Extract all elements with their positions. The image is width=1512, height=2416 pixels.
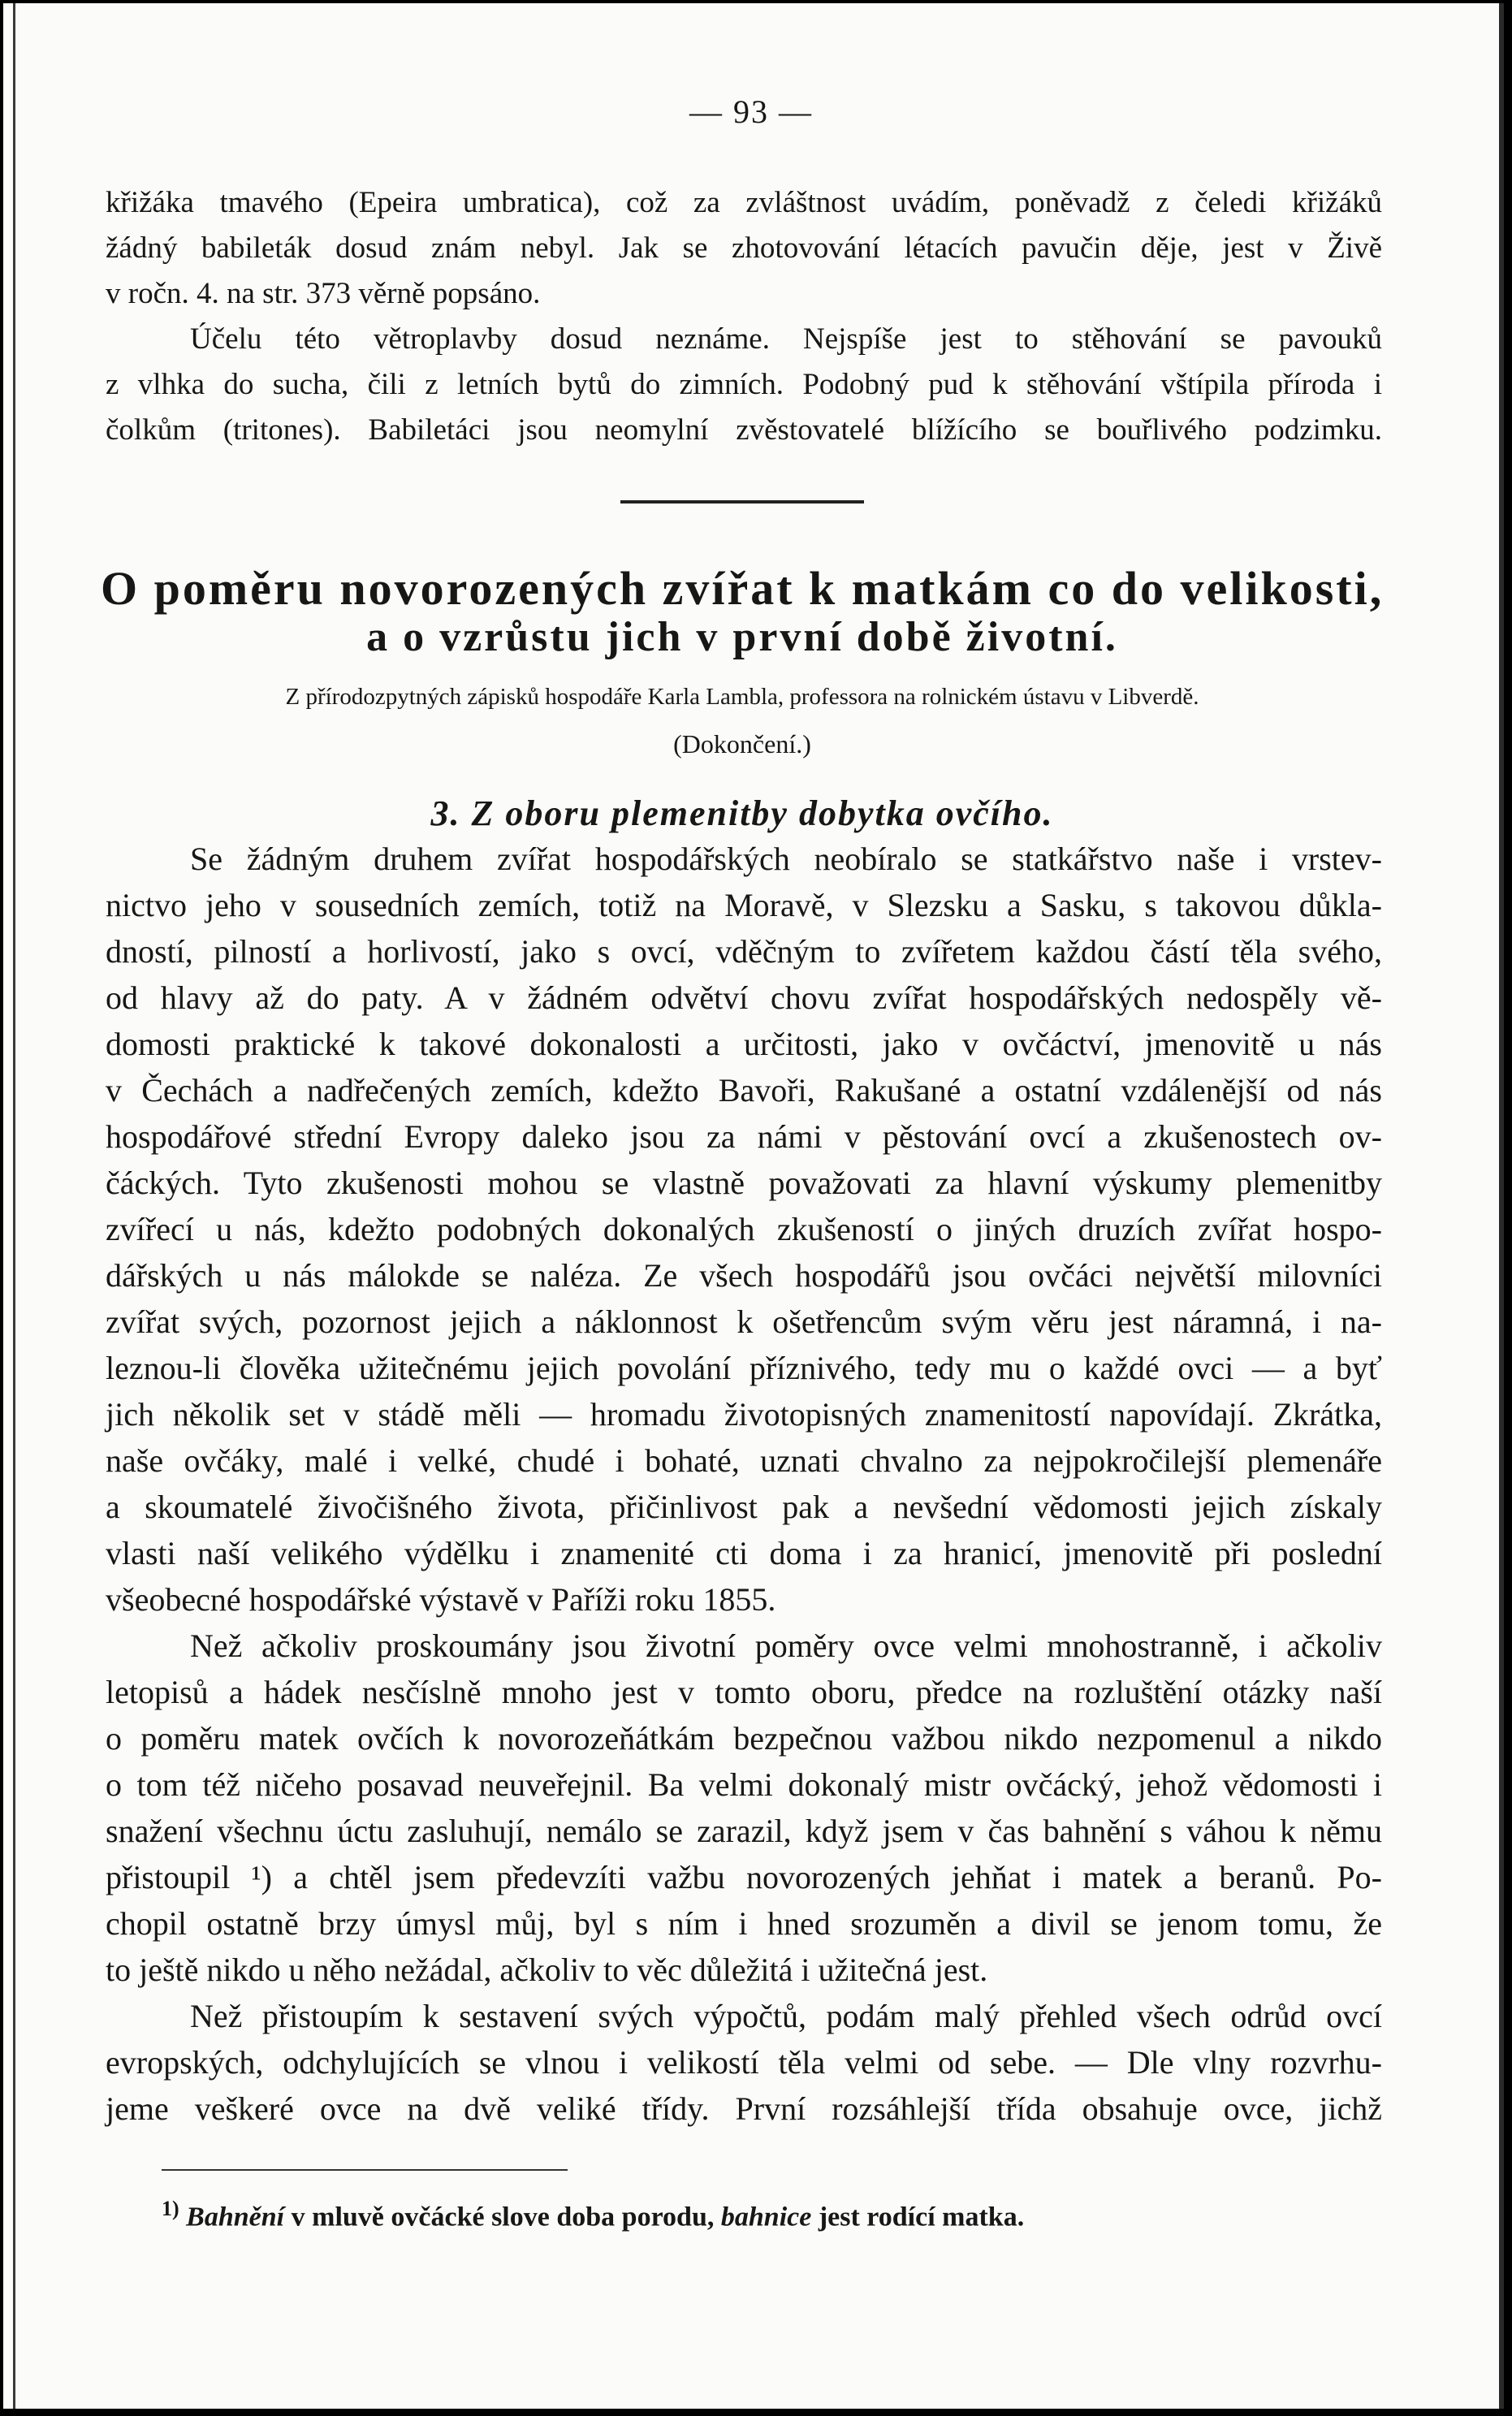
footnote-mark: 1) xyxy=(162,2197,179,2220)
text-line: přistoupil ¹) a chtěl jsem předevzíti važbu novorozených jehňat i matek a beranů. Po- xyxy=(106,1859,1382,1895)
text-line: dářských u nás málokde se naléza. Ze všech hospodářů jsou ovčáci největší milovníci xyxy=(106,1257,1382,1294)
text-line: dností, pilností a horlivostí, jako s ovcí, vděčným to zvířetem každou částí těla svého, xyxy=(106,933,1382,970)
section-heading: 3. Z oboru plemenitby dobytka ovčího. xyxy=(430,793,1054,833)
text-line: domosti praktické k takové dokonalosti a určitosti, jako v ovčáctví, jmenovitě u nás xyxy=(106,1026,1382,1062)
text-line: všeobecné hospodářské výstavě v Paříži roku 1855. xyxy=(106,1581,776,1618)
article-subtitle: Z přírodozpytných zápisků hospodáře Karla Lambla, professora na rolnickém ústavu v Libverdě. xyxy=(285,684,1199,710)
text-line: to ještě nikdo u něho nežádal, ačkoliv to věc důležitá i užitečná jest. xyxy=(106,1951,988,1988)
text-line: o poměru matek ovčích k novorozeňátkám bezpečnou važbou nikdo nezpomenul a nikdo xyxy=(106,1720,1382,1757)
binding-edge xyxy=(13,3,15,2409)
text-line: a skoumatelé živočišného života, přičinlivost pak a nevšední vědomosti jejich získaly xyxy=(106,1489,1382,1525)
footnote-divider xyxy=(162,2169,568,2171)
footnote-text: v mluvě ovčácké slove doba porodu, xyxy=(284,2202,721,2232)
continuation-note: (Dokončení.) xyxy=(673,729,811,759)
text-line: Se žádným druhem zvířat hospodářských neobíralo se statkářstvo naše i vrstev- xyxy=(190,841,1382,877)
text-line: v Čechách a nadřečených zemích, kdežto Bavoři, Rakušané a ostatní vzdálenější od nás xyxy=(106,1072,1382,1109)
text-line: o tom též ničeho posavad neuveřejnil. Ba velmi dokonalý mistr ovčácký, jehož vědomosti i xyxy=(106,1766,1382,1803)
text-line: nictvo jeho v sousedních zemích, totiž na Moravě, v Slezsku a Sasku, s takovou důkla- xyxy=(106,887,1382,923)
text-line: leznou-li člověka užitečnému jejich povolání příznivého, tedy mu o každé ovci — a byť xyxy=(106,1350,1382,1386)
text-line: z vlhka do sucha, čili z letních bytů do zimních. Podobný pud k stěhování vštípila příroda i xyxy=(106,368,1382,401)
text-line: zvířecí u nás, kdežto podobných dokonalých zkušeností o jiných druzích zvířat hospo- xyxy=(106,1211,1382,1247)
text-line: snažení všechnu úctu zasluhují, nemálo se zarazil, když jsem v čas bahnění s váhou k němu xyxy=(106,1813,1382,1849)
text-line: evropských, odchylujících se vlnou i velikostí těla velmi od sebe. — Dle vlny rozvrhu- xyxy=(106,2044,1382,2081)
text-line: naše ovčáky, malé i velké, chudé i bohaté, uznati chvalno za nejpokročilejší plemenáře xyxy=(106,1442,1382,1479)
text-line: chopil ostatně brzy úmysl můj, byl s ním i hned srozuměn a divil se jenom tomu, že xyxy=(106,1905,1382,1942)
page-number: — 93 — xyxy=(689,93,813,130)
footnote-text-2: jest rodící matka. xyxy=(811,2202,1025,2232)
text-line: čáckých. Tyto zkušenosti mohou se vlastně považovati za hlavní výskumy plemenitby xyxy=(106,1165,1382,1201)
text-line: čolkům (tritones). Babiletáci jsou neomylní zvěstovatelé blížícího se bouřlivého podzimku. xyxy=(106,413,1382,447)
text-line: letopisů a hádek nesčíslně mnoho jest v tomto oboru, předce na rozluštění otázky naší xyxy=(106,1674,1382,1710)
section-divider xyxy=(620,500,864,504)
text-line: vlasti naší velikého výdělku i znamenité cti doma i za hranicí, jmenovitě při poslední xyxy=(106,1535,1382,1571)
text-line: Než ačkoliv proskoumány jsou životní poměry ovce velmi mnohostranně, i ačkoliv xyxy=(190,1627,1382,1664)
text-line: zvířat svých, pozornost jejich a náklonnost k ošetřencům svým věru jest náramná, i na- xyxy=(106,1303,1382,1340)
footnote xyxy=(162,2191,1024,2235)
text-line: Účelu této větroplavby dosud neznáme. Nejspíše jest to stěhování se pavouků xyxy=(190,322,1382,356)
footnote-term-2: bahnice xyxy=(720,2202,812,2232)
article-title-line-2: a o vzrůstu jich v první době životní. xyxy=(366,614,1118,660)
footnote-term: Bahnění xyxy=(186,2202,285,2232)
text-line: jich několik set v stádě měli — hromadu životopisných znamenitostí napovídají. Zkrátka, xyxy=(106,1396,1382,1433)
text-line: žádný babileták dosud znám nebyl. Jak se zhotovování létacích pavučin děje, jest v Živě xyxy=(106,231,1382,265)
printed-page xyxy=(3,3,1504,2409)
text-line: v ročn. 4. na str. 373 věrně popsáno. xyxy=(106,277,541,310)
text-line: jeme veškeré ovce na dvě veliké třídy. První rozsáhlejší třída obsahuje ovce, jichž xyxy=(106,2090,1382,2127)
article-title-line-1: O poměru novorozených zvířat k matkám co do velikosti, xyxy=(101,562,1385,615)
text-line: hospodářové střední Evropy daleko jsou za námi v pěstování ovcí a zkušenostech ov- xyxy=(106,1118,1382,1155)
text-line: Než přistoupím k sestavení svých výpočtů, podám malý přehled všech odrůd ovcí xyxy=(190,1998,1382,2034)
text-line: křižáka tmavého (Epeira umbratica), což za zvláštnost uvádím, poněvadž z čeledi křižáků xyxy=(106,186,1382,219)
text-line: od hlavy až do paty. A v žádném odvětví chovu zvířat hospodářských nedospěly vě- xyxy=(106,979,1382,1016)
